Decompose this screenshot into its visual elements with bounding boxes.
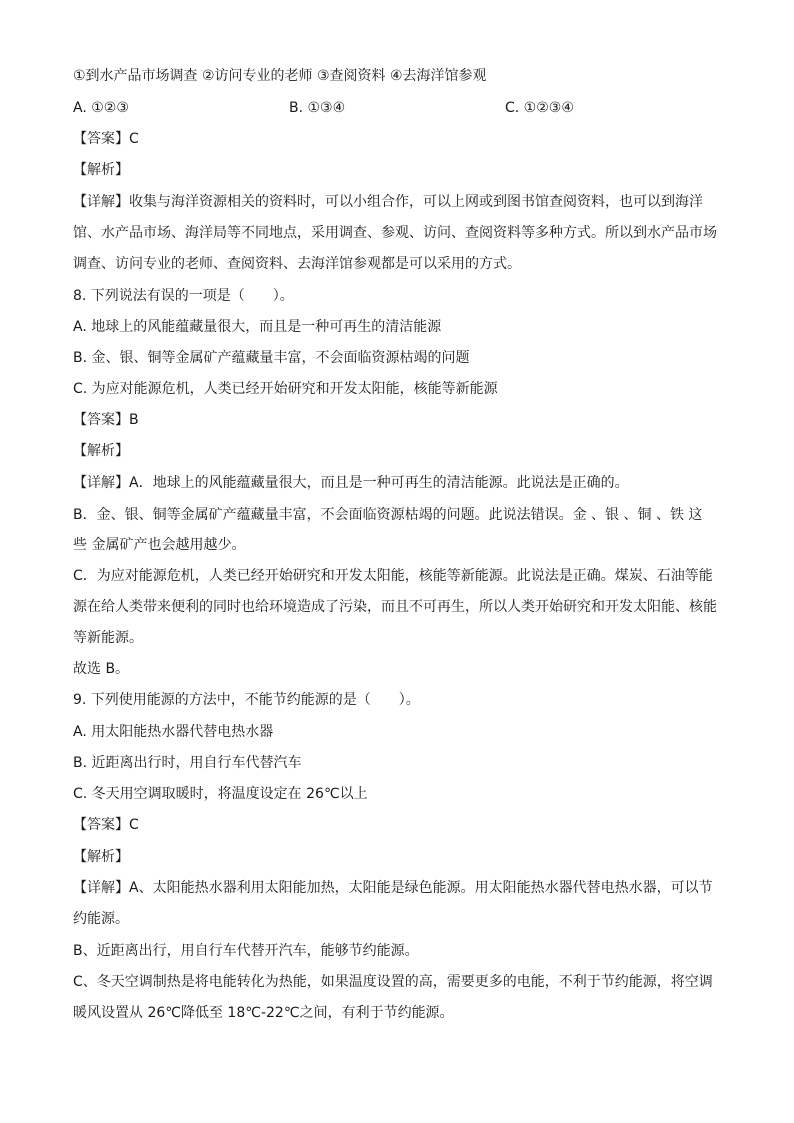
q8-detail-line-3: 些 金属矿产也会越用越少。 <box>73 537 246 553</box>
q8-option-b: B. 金、银、铜等金属矿产蕴藏量丰富，不会面临资源枯竭的问题 <box>73 350 470 366</box>
q9-detail-line-1: 【详解】A、太阳能热水器利用太阳能加热，太阳能是绿色能源。用太阳能热水器代替电热水器，可以节 <box>73 880 713 896</box>
q8-detail-line-5: 源在给人类带来便利的同时也给环境造成了污染，而且不可再生，所以人类开始研究和开发太阳能、核能 <box>73 599 717 615</box>
q8-conclusion: 故选 B。 <box>73 661 130 677</box>
q7-choice-c: C. ①②③④ <box>505 100 574 116</box>
q7-detail-line-2: 馆、水产品市场、海洋局等不同地点，采用调查、参观、访问、查阅资料等多种方式。所以到水产品市场 <box>73 225 717 241</box>
q8-detail-line-6: 等新能源。 <box>73 630 143 646</box>
q7-choice-a: A. ①②③ <box>73 100 129 116</box>
q8-analysis-heading: 【解析】 <box>73 443 129 459</box>
q7-analysis-heading: 【解析】 <box>73 162 129 178</box>
q9-stem: 9. 下列使用能源的方法中，不能节约能源的是（ ）。 <box>73 692 420 708</box>
q9-option-b: B. 近距离出行时，用自行车代替汽车 <box>73 755 302 771</box>
q9-option-a: A. 用太阳能热水器代替电热水器 <box>73 724 274 740</box>
q7-choice-b: B. ①③④ <box>289 100 346 116</box>
q9-answer: 【答案】C <box>73 817 139 833</box>
q7-answer: 【答案】C <box>73 131 139 147</box>
q8-detail-line-4: C．为应对能源危机，人类已经开始研究和开发太阳能，核能等新能源。此说法是正确。煤炭、石油等能 <box>73 568 713 584</box>
q7-detail-line-1: 【详解】收集与海洋资源相关的资料时，可以小组合作，可以上网或到图书馆查阅资料，也可以到海洋 <box>73 194 703 210</box>
q8-detail-line-1: 【详解】A．地球上的风能蕴藏量很大，而且是一种可再生的清洁能源。此说法是正确的。 <box>73 475 629 491</box>
q9-analysis-heading: 【解析】 <box>73 849 129 865</box>
q9-detail-line-4: C、冬天空调制热是将电能转化为热能，如果温度设置的高，需要更多的电能，不利于节约能源，将空调 <box>73 974 713 990</box>
q8-stem: 8. 下列说法有误的一项是（ ）。 <box>73 288 294 304</box>
q7-detail-line-3: 调查、访问专业的老师、查阅资料、去海洋馆参观都是可以采用的方式。 <box>73 256 521 272</box>
q9-detail-line-5: 暖风设置从 26℃降低至 18℃-22℃之间，有利于节约能源。 <box>73 1005 454 1021</box>
q8-option-a: A. 地球上的风能蕴藏量很大，而且是一种可再生的清洁能源 <box>73 319 442 335</box>
q8-detail-line-2: B．金、银、铜等金属矿产蕴藏量丰富，不会面临资源枯竭的问题。此说法错误。金 、银 、铜 、铁 这 <box>73 507 703 523</box>
q8-option-c: C. 为应对能源危机，人类已经开始研究和开发太阳能，核能等新能源 <box>73 381 498 397</box>
q9-detail-line-3: B、近距离出行，用自行车代替开汽车，能够节约能源。 <box>73 943 419 959</box>
q9-detail-line-2: 约能源。 <box>73 911 129 927</box>
q8-answer: 【答案】B <box>73 412 139 428</box>
q7-options-line: ①到水产品市场调查 ②访问专业的老师 ③查阅资料 ④去海洋馆参观 <box>73 68 487 84</box>
q9-option-c: C. 冬天用空调取暖时，将温度设定在 26℃以上 <box>73 786 368 802</box>
